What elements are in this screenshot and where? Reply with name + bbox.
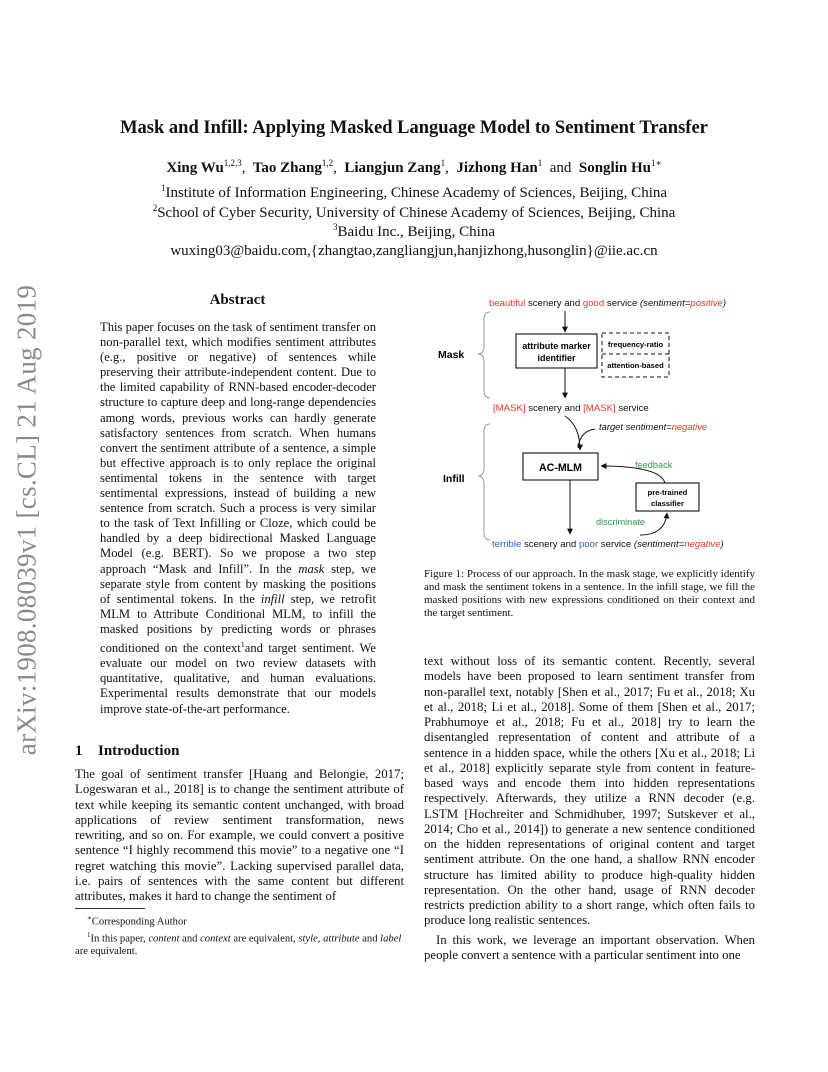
infill-stage-label: Infill bbox=[443, 473, 465, 485]
abstract-em-mask: mask bbox=[298, 561, 325, 576]
abstract-heading: Abstract bbox=[209, 292, 266, 308]
ami-label: attribute marker bbox=[522, 341, 591, 351]
affiliation-text: Institute of Information Engineering, Chinese Academy of Sciences, Beijing, China bbox=[165, 185, 668, 201]
footnote-em: label bbox=[380, 933, 402, 945]
figure-caption: Figure 1: Process of our approach. In the mask stage, we explicitly identify and mask the sentiment tokens in a sentence. In the infill stage, we fill the masked positions with new expressions conditioned on their context and the target sentiment. bbox=[424, 568, 755, 619]
figure-masked-sentence bbox=[493, 403, 649, 414]
affiliation-sup: 1 bbox=[160, 183, 166, 193]
author-name: Songlin Hu bbox=[578, 160, 651, 176]
footnote bbox=[75, 912, 404, 929]
author-separator: , bbox=[241, 160, 246, 176]
abstract-text: This paper focuses on the task of sentiment transfer on non-parallel text, which modifies sentiment attributes (e.g., positive or negative) of sentences while preserving their attribute-independent content. Due to the limited capability of RNN-based encoder-decoder structure to capture deep and long-range dependencies among words, previous works can hardly generate satisfactory sentences from scratch. When humans convert the sentiment attribute of a sentence, a simple but effective approach is to only replace the original sentimental tokens in the sentence with target sentimental expressions, instead of building a new sentence from scratch. Such a process is very similar to the task of Text Infilling or Cloze, which could be handled by a deep bidirectional Masked Language Model (e.g. BERT). So we propose a two step approach “Mask and Infill”. In the bbox=[100, 320, 376, 576]
footnote-mark: ∗ bbox=[87, 914, 92, 922]
footnote-text: are equivalent, bbox=[230, 933, 299, 945]
figure-text: service bbox=[615, 403, 649, 414]
ac-mlm-label: AC-MLM bbox=[539, 462, 582, 474]
author-sup: 1,2 bbox=[321, 158, 334, 168]
figure-text: scenery and bbox=[525, 403, 584, 414]
footnote-text: Corresponding Author bbox=[91, 916, 187, 928]
discriminate-label: discriminate bbox=[596, 517, 646, 527]
figure-text: service bbox=[598, 539, 634, 550]
intro-left-column: The goal of sentiment transfer [Huang and Belongie, 2017; Logeswaran et al., 2018] is to change the sentiment attribute of text while keeping its semantic content unchanged, with broad applications of review sentiment transformation, news rewriting, and so on. For example, we could convert a positive sentence “I highly recommend this movie” to a negative one “I regret watching this movie”. Lacking supervised parallel data, i.e. pairs of sentences with the same content but different attributes, makes it hard to change the sentiment of bbox=[75, 767, 404, 903]
author-separator: , bbox=[445, 160, 449, 176]
frequency-ratio-label: frequency-ratio bbox=[607, 340, 664, 349]
attention-based-label: attention-based bbox=[607, 361, 664, 370]
footnote-em: content bbox=[148, 933, 180, 945]
mask-token: [MASK] bbox=[493, 403, 526, 414]
author-sup: 1∗ bbox=[650, 158, 662, 168]
figure-text: (sentiment= bbox=[639, 298, 691, 309]
section-number: 1 bbox=[75, 743, 83, 759]
abstract-text: step, we retrofit MLM to Attribute Conditional MLM, to infill the masked positions by predicting words or phrases conditioned on the context bbox=[100, 591, 377, 656]
affiliation-sup: 3 bbox=[333, 222, 338, 232]
affiliation-line bbox=[0, 203, 828, 222]
footnote-marker: 1 bbox=[240, 639, 245, 649]
positive-word: beautiful bbox=[489, 298, 526, 309]
intro-right-column bbox=[424, 654, 755, 963]
author-separator: , bbox=[333, 160, 337, 176]
infill-brace bbox=[478, 424, 490, 540]
figure-text: scenery and bbox=[525, 298, 583, 309]
paragraph: text without loss of its semantic content. Recently, several models have been proposed to learn sentiment transfer from non-parallel text, notably [Shen et al., 2017; Fu et al., 2018; Xu et al., 2018; Li et al., 2018]. Some of them [Shen et al., 2017; Prabhumoye et al., 2018; Fu et al., 2018] try to learn the disentangled representation of content and attribute of a sentence in a hidden space, while the others [Xu et al., 2018; Li et al., 2018] explicitly separate style from content in feature-based ways and encode them into hidden representations respectively. Afterwards, they utilize a RNN decoder (e.g. LSTM [Hochreiter and Schmidhuber, 1997; Sutskever et al., 2014; Cho et al., 2014]) to generate a new sentence conditioned on the hidden representations of original content and target sentiment attribute. On the one hand, a shallow RNN encoder structure has limited ability to produce high-quality hidden representation. On the other hand, usage of RNN decoder restricts prediction ability to a short range, which often fails to produce long realistic sentences. bbox=[424, 654, 755, 928]
footnote-text: In this paper, bbox=[90, 933, 149, 945]
mask-token: [MASK] bbox=[583, 403, 616, 414]
negative-label: negative bbox=[671, 421, 708, 432]
feedback-label: feedback bbox=[635, 460, 673, 470]
mask-brace bbox=[478, 312, 490, 398]
ami-label: identifier bbox=[537, 353, 576, 363]
footnote-em: attribute bbox=[323, 933, 360, 945]
abstract-text: step, we separate style from content by masking the positions of sentimental tokens. In the bbox=[100, 561, 376, 606]
footnote-em: style bbox=[298, 933, 318, 945]
author-name: Liangjun Zang bbox=[344, 160, 441, 176]
negative-word: terrible bbox=[492, 539, 522, 550]
figure-top-sentence bbox=[489, 298, 726, 309]
arxiv-side-stamp bbox=[10, 280, 44, 760]
author-sup: 1 bbox=[440, 158, 446, 168]
author-sup: 1 bbox=[537, 158, 543, 168]
author-name: Jizhong Han bbox=[456, 160, 538, 176]
abstract-text: and target sentiment. We evaluate our model on two review datasets with quantitative, qualitative, and human evaluations. Experimental results demonstrate that our models improve state-of-the-art performance. bbox=[100, 641, 376, 716]
author-separator: and bbox=[549, 160, 572, 176]
footnote-mark: 1 bbox=[87, 930, 91, 939]
author-list bbox=[0, 158, 828, 177]
arrow bbox=[565, 416, 580, 450]
arxiv-stamp-text: arXiv:1908.08039v1 [cs.CL] 21 Aug 2019 bbox=[11, 284, 42, 756]
abstract-em-infill: infill bbox=[260, 591, 285, 606]
footnote-rule bbox=[75, 908, 145, 909]
classifier-label: classifier bbox=[651, 499, 684, 508]
classifier-label: pre-trained bbox=[647, 488, 688, 497]
affiliation-line bbox=[0, 183, 828, 202]
figure-text: ) bbox=[720, 539, 724, 550]
paper-title: Mask and Infill: Applying Masked Language Model to Sentiment Transfer bbox=[120, 118, 708, 138]
arrow bbox=[578, 429, 595, 448]
figure-text: target sentiment= bbox=[599, 421, 672, 432]
mask-stage-label: Mask bbox=[438, 349, 465, 361]
figure-text: service bbox=[604, 298, 640, 309]
affiliation-text: Baidu Inc., Beijing, China bbox=[337, 224, 495, 240]
affiliation-text: School of Cyber Security, University of Chinese Academy of Sciences, Beijing, China bbox=[157, 205, 676, 221]
section-heading bbox=[75, 743, 179, 760]
footnotes bbox=[75, 912, 404, 958]
paragraph: In this work, we leverage an important observation. When people convert a sentence with a particular sentiment into one bbox=[424, 932, 755, 962]
footnote-text: , bbox=[317, 933, 324, 945]
author-name: Xing Wu bbox=[166, 160, 224, 176]
footnote-em: context bbox=[200, 933, 231, 945]
positive-word: good bbox=[582, 298, 605, 309]
footnote bbox=[75, 929, 404, 959]
author-sup: 1,2,3 bbox=[223, 158, 242, 168]
figure-text: ) bbox=[722, 298, 727, 309]
footnote-text: are equivalent. bbox=[75, 946, 138, 958]
footnote-text: and bbox=[179, 933, 201, 945]
affiliation-line bbox=[0, 222, 828, 241]
footnote-text: and bbox=[359, 933, 381, 945]
figure-bottom-sentence bbox=[492, 539, 724, 550]
section-title: Introduction bbox=[98, 743, 180, 759]
figure-text: scenery and bbox=[521, 539, 579, 550]
abstract-body bbox=[100, 320, 376, 717]
figure-text: (sentiment= bbox=[633, 539, 685, 550]
target-sentiment-label bbox=[599, 421, 707, 432]
negative-label: negative bbox=[684, 539, 721, 550]
email-line: wuxing03@baidu.com,{zhangtao,zangliangjun,hanjizhong,husonglin}@iie.ac.cn bbox=[170, 243, 658, 259]
author-name: Tao Zhang bbox=[252, 160, 322, 176]
affiliation-sup: 2 bbox=[152, 203, 158, 213]
negative-word: poor bbox=[578, 539, 599, 550]
figure-1-diagram bbox=[430, 290, 760, 560]
positive-label: positive bbox=[690, 298, 723, 309]
